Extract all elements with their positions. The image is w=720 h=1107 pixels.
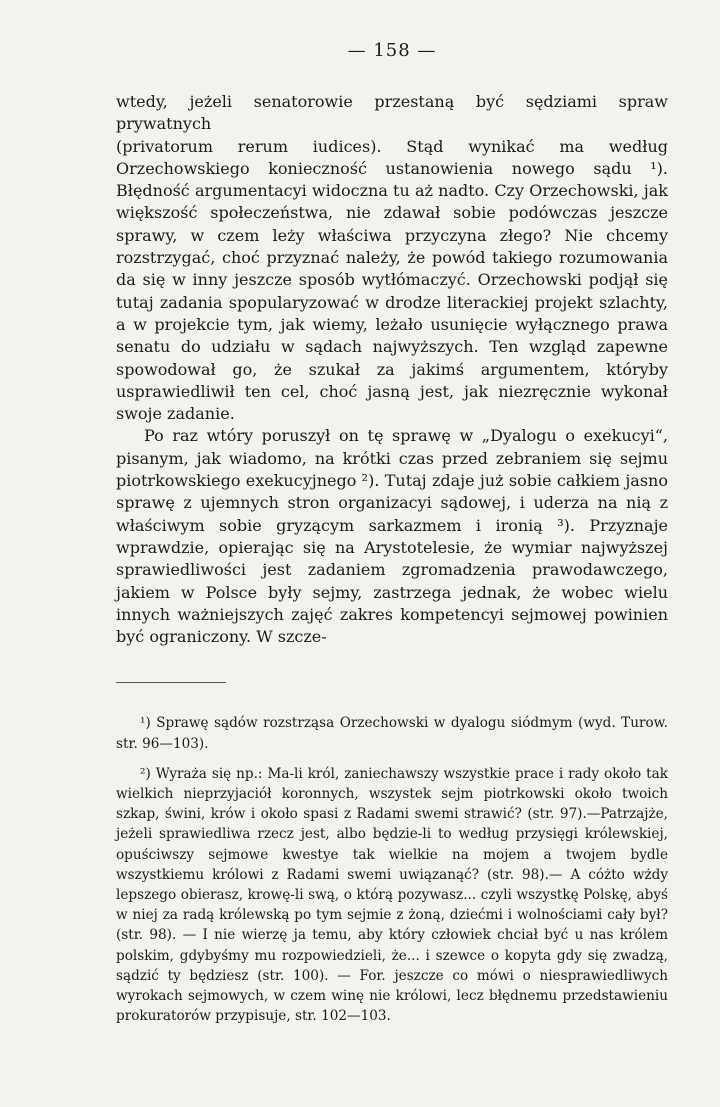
paragraph-2: Po raz wtóry poruszył on tę sprawę w „Dyalogu o exekucyi“, pisanym, jak wiadomo, na krótki czas przed zebraniem się sejmu piotrkowskiego exekucyjnego ²). Tutaj zdaje już sobie całkiem jasno sprawę z ujemnych stron organizacyi sądowej, i uderza na nią z właściwym sobie gryzącym sarkazmem i ironią ³). Przyznaje wprawdzie, opierając się na Arystotelesie, że wymiar najwyższej sprawiedliwości jest zadaniem zgromadzenia prawodawczego, jakiem w Polsce były sejmy, zastrzega jednak, że wobec wielu innych ważniejszych zajęć zakres kompetencyi sejmowej powinien być ograniczony. W szcze-: [116, 426, 668, 647]
paragraph-continuation: wtedy, jeżeli senatorowie przestaną być sędziami spraw prywatnych: [116, 92, 668, 134]
main-text: [116, 91, 668, 648]
footnote-divider: [116, 682, 226, 683]
footnote-1: ¹) Sprawę sądów rozstrząsa Orzechowski w dyalogu siódmym (wyd. Turow. str. 96—103).: [116, 715, 668, 752]
footnotes: [116, 713, 668, 1026]
paragraph-1: (privatorum rerum iudices). Stąd wynikać ma według Orzechowskiego konieczność ustanowienia nowego sądu ¹). Błędność argumentacyi widoczna tu aż nadto. Czy Orzechowski, jak większość społeczeństwa, nie zdawał sobie podówczas jeszcze sprawy, w czem leży właściwa przyczyna złego? Nie chcemy rozstrzygać, choć przyznać należy, że powód takiego rozumowania da się w inny jeszcze sposób wytłómaczyć. Orzechowski podjął się tutaj zadania spopularyzować w drodze literackiej projekt szlachty, a w projekcie tym, jak wiemy, leżało usunięcie wyłącznego prawa senatu do udziału w sądach najwyższych. Ten wzgląd zapewne spowodował go, że szukał za jakimś argumentem, któryby usprawiedliwił ten cel, choć jasną jest, jak niezręcznie wykonał swoje zadanie.: [116, 136, 668, 424]
page-number: — 158 —: [347, 40, 437, 61]
footnote-2: ²) Wyraża się np.: Ma-li król, zaniechawszy wszystkie prace i rady około tak wielkich nieprzyjaciół koronnych, wszystek sejm piotrkowski około twoich szkap, świni, krów i około spasi z Radami swemi strawić? (str. 97).—Patrzajże, jeżeli sprawiedliwa rzecz jest, albo będzie-li to według przysięgi królewskiej, opuściwszy sejmowe kwestye tak wielkie na mojem a twojem bydle wszystkiemu królowi z Radami swemi uwiązanąć? (str. 98).— A cóżto wżdy lepszego obierasz, krowę-li swą, o którą pozywasz... czyli wszystkę Polskę, abyś w niej za radą królewską po tym sejmie z żoną, dziećmi i wolnościami cały był? (str. 98). — I nie wierzę ja temu, aby który człowiek chciał być u nas królem polskim, gdybyśmy mu rozpowiedzieli, że... i szewce o kopyta gdy się zwadzą, sądzić ty będziesz (str. 100). — For. jeszcze co mówi o niesprawiedliwych wyrokach sejmowych, w czem winę nie królowi, lecz błędnemu przedstawieniu prokuratorów przypisuje, str. 102—103.: [116, 765, 668, 1025]
